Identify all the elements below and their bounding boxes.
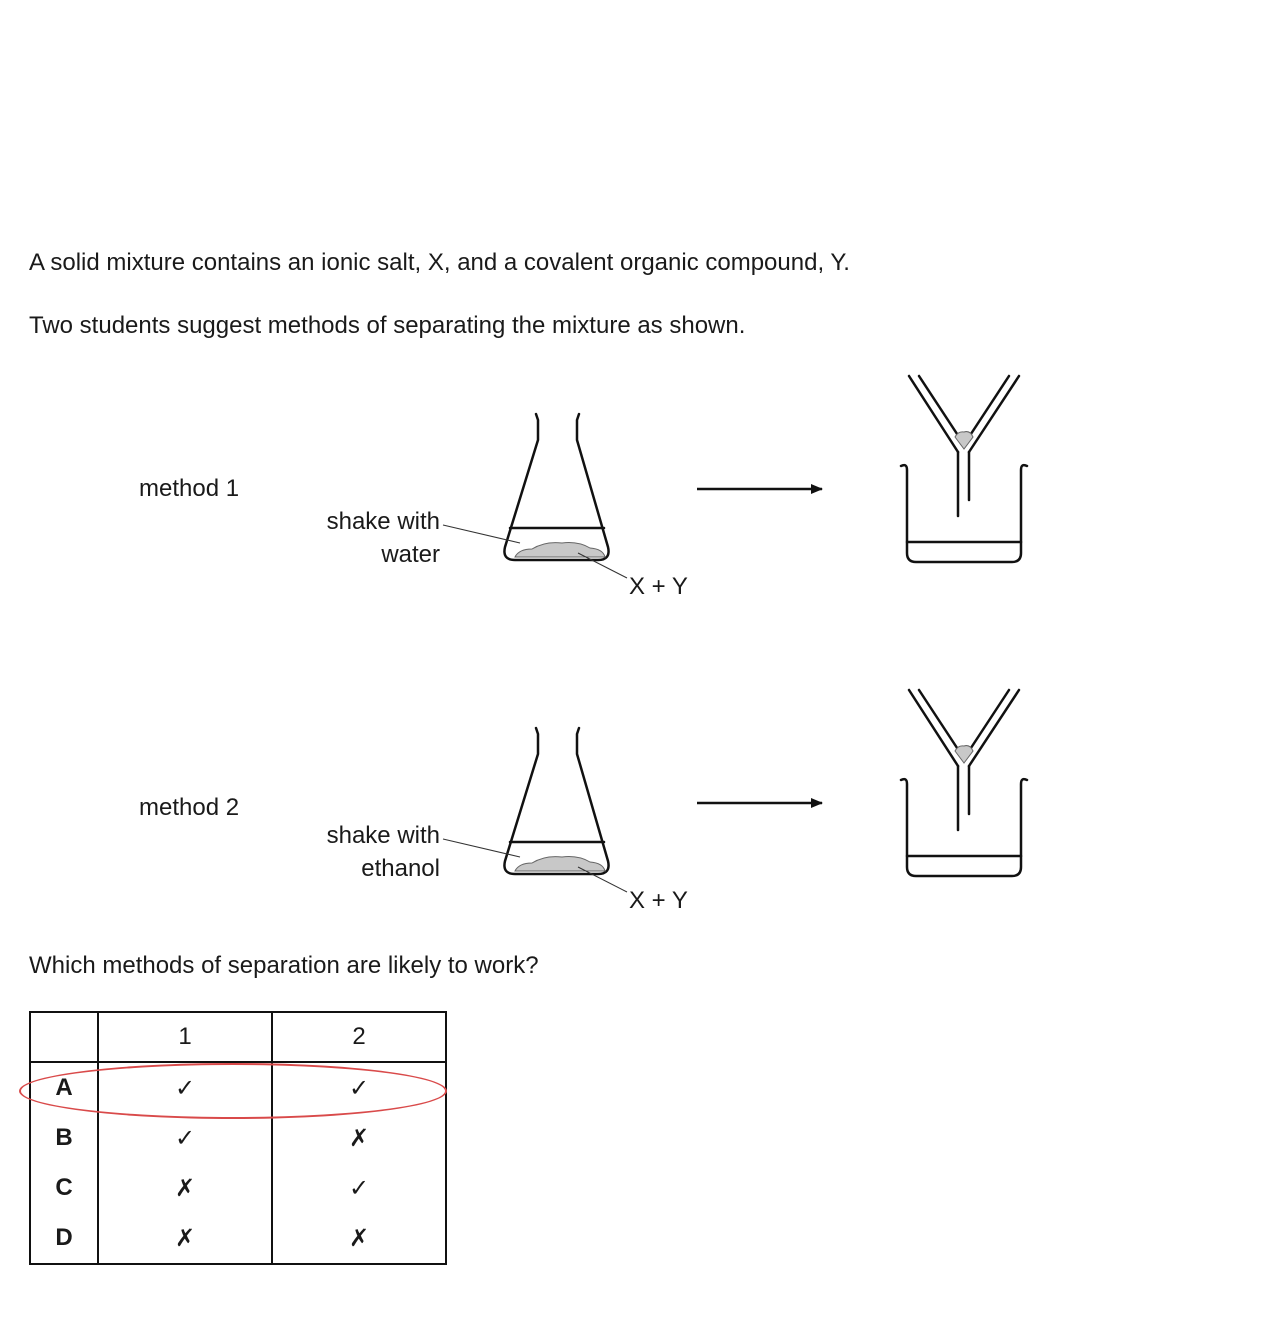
table-row[interactable] [30, 1062, 446, 1113]
table-row[interactable] [30, 1213, 446, 1264]
method-1-solvent-line2: water [381, 541, 440, 568]
method-1-row [139, 376, 1027, 600]
header-method-2: 2 [272, 1012, 446, 1062]
residue-icon [955, 746, 973, 763]
solid-mixture-icon [515, 543, 605, 557]
method-2-mark: ✗ [272, 1113, 446, 1163]
option-key: D [30, 1213, 98, 1264]
solid-mixture-icon [515, 857, 605, 871]
method-2-label: method 2 [139, 794, 240, 821]
method-2-row [139, 690, 1027, 914]
option-key: C [30, 1163, 98, 1213]
option-key: B [30, 1113, 98, 1163]
method-1-mark: ✓ [98, 1062, 272, 1113]
table-header-row [30, 1012, 446, 1062]
option-key: A [30, 1062, 98, 1113]
beaker-icon [901, 465, 1027, 562]
table-row[interactable] [30, 1113, 446, 1163]
header-blank [30, 1012, 98, 1062]
table-row[interactable] [30, 1163, 446, 1213]
question-prompt: Which methods of separation are likely to work? [29, 952, 539, 979]
residue-icon [955, 432, 973, 449]
method-1-mark: ✗ [98, 1213, 272, 1264]
conical-flask-icon [504, 414, 608, 560]
header-method-1: 1 [98, 1012, 272, 1062]
question-intro: A solid mixture contains an ionic salt, X, and a covalent organic compound, Y. [29, 249, 850, 276]
method-2-solvent-line1: shake with [326, 822, 440, 849]
beaker-icon [901, 779, 1027, 876]
method-1-contents-label: X + Y [629, 573, 688, 600]
method-1-solvent-line1: shake with [326, 508, 440, 535]
answer-table [29, 1011, 447, 1265]
method-2-mark: ✓ [272, 1163, 446, 1213]
question-setup: Two students suggest methods of separating the mixture as shown. [29, 312, 746, 339]
method-2-mark: ✗ [272, 1213, 446, 1264]
method-1-mark: ✗ [98, 1163, 272, 1213]
method-2-solvent-line2: ethanol [361, 855, 440, 882]
method-2-mark: ✓ [272, 1062, 446, 1113]
method-1-mark: ✓ [98, 1113, 272, 1163]
conical-flask-icon [504, 728, 608, 874]
method-2-contents-label: X + Y [629, 887, 688, 914]
method-1-label: method 1 [139, 475, 240, 502]
